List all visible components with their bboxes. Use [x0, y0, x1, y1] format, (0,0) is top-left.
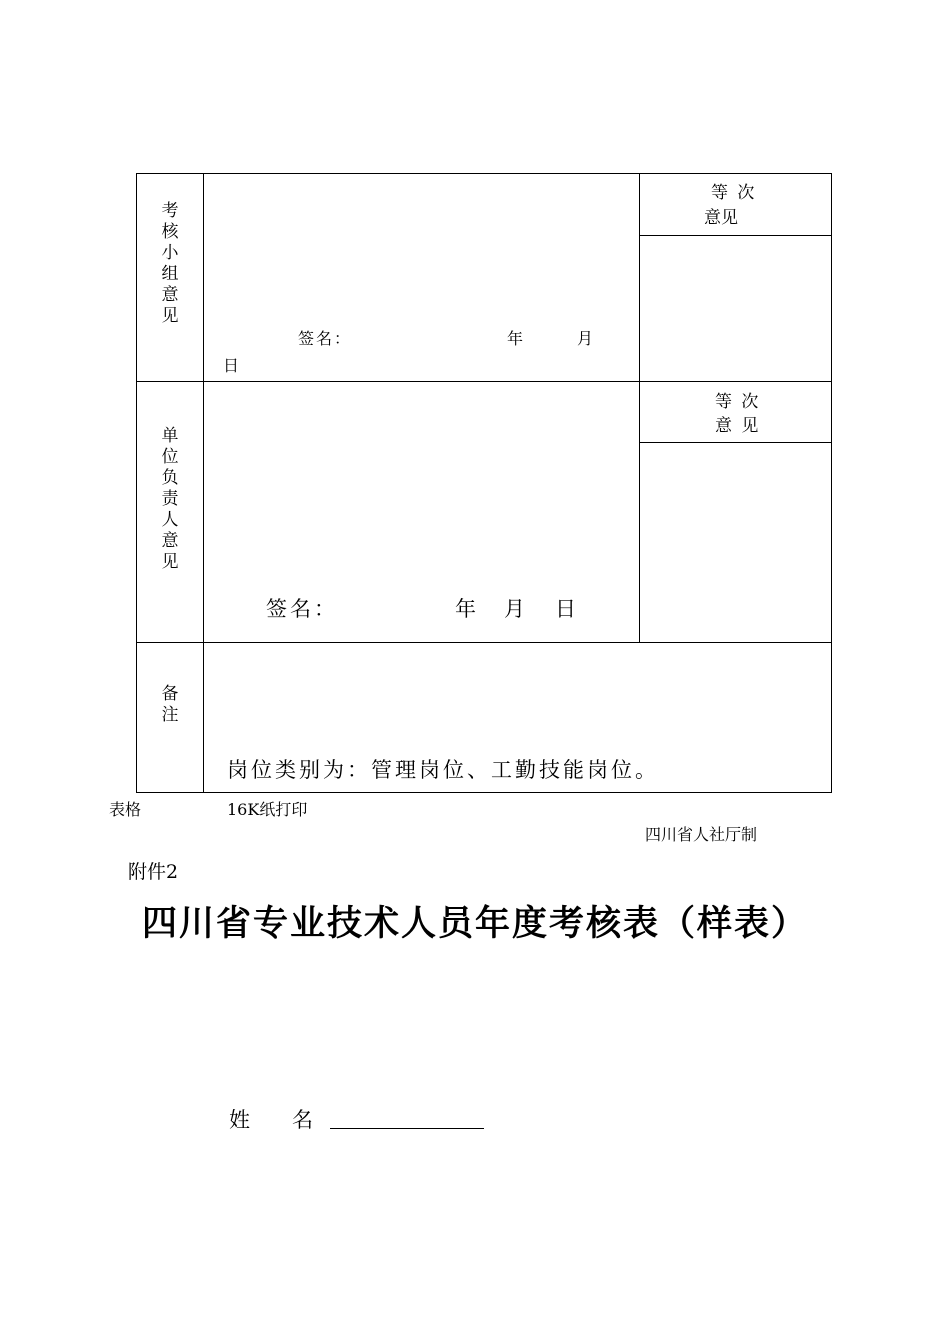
table-row-divider-1: [136, 381, 832, 382]
row2-label: 单位负责人意见: [161, 426, 179, 572]
table-border-bottom: [136, 792, 832, 793]
grade-column-divider-1: [639, 173, 640, 382]
row2-day: 日: [555, 597, 579, 621]
row1-grade-label-line2: 意见: [704, 208, 738, 228]
row2-sign-label: 签名：: [266, 597, 338, 621]
row2-grade-label-line1: 等 次: [715, 392, 761, 412]
row1-year: 年: [507, 329, 524, 348]
row1-day: 日: [223, 356, 240, 375]
grade-divider-2: [639, 442, 832, 443]
table-border-right: [831, 173, 832, 793]
table-border-top: [136, 173, 832, 174]
document-title: 四川省专业技术人员年度考核表（样表）: [141, 904, 808, 944]
row2-grade-label-line2: 意 见: [715, 416, 761, 436]
name-label: 姓 名: [229, 1108, 313, 1132]
grade-divider-1: [639, 235, 832, 236]
row1-label: 考核小组意见: [161, 201, 179, 326]
row1-grade-label-line1: 等 次: [711, 183, 757, 203]
row3-label: 备注: [161, 684, 179, 725]
grade-column-divider-2: [639, 381, 640, 643]
table-row-divider-2: [136, 642, 832, 643]
table-border-left: [136, 173, 137, 793]
row1-sign-label: 签名：: [298, 329, 353, 348]
footer-maker: 四川省人社厅制: [645, 825, 758, 844]
name-field[interactable]: [330, 1104, 484, 1129]
row3-note: 岗位类别为：管理岗位、工勤技能岗位。: [227, 758, 659, 782]
row2-month: 月: [504, 597, 528, 621]
attachment-label: 附件2: [128, 861, 179, 883]
row1-month: 月: [577, 329, 594, 348]
footer-note-left: 表格: [109, 800, 142, 819]
label-column-divider: [203, 173, 204, 793]
row2-year: 年: [455, 597, 479, 621]
footer-print-note: 16K纸打印: [227, 800, 308, 819]
